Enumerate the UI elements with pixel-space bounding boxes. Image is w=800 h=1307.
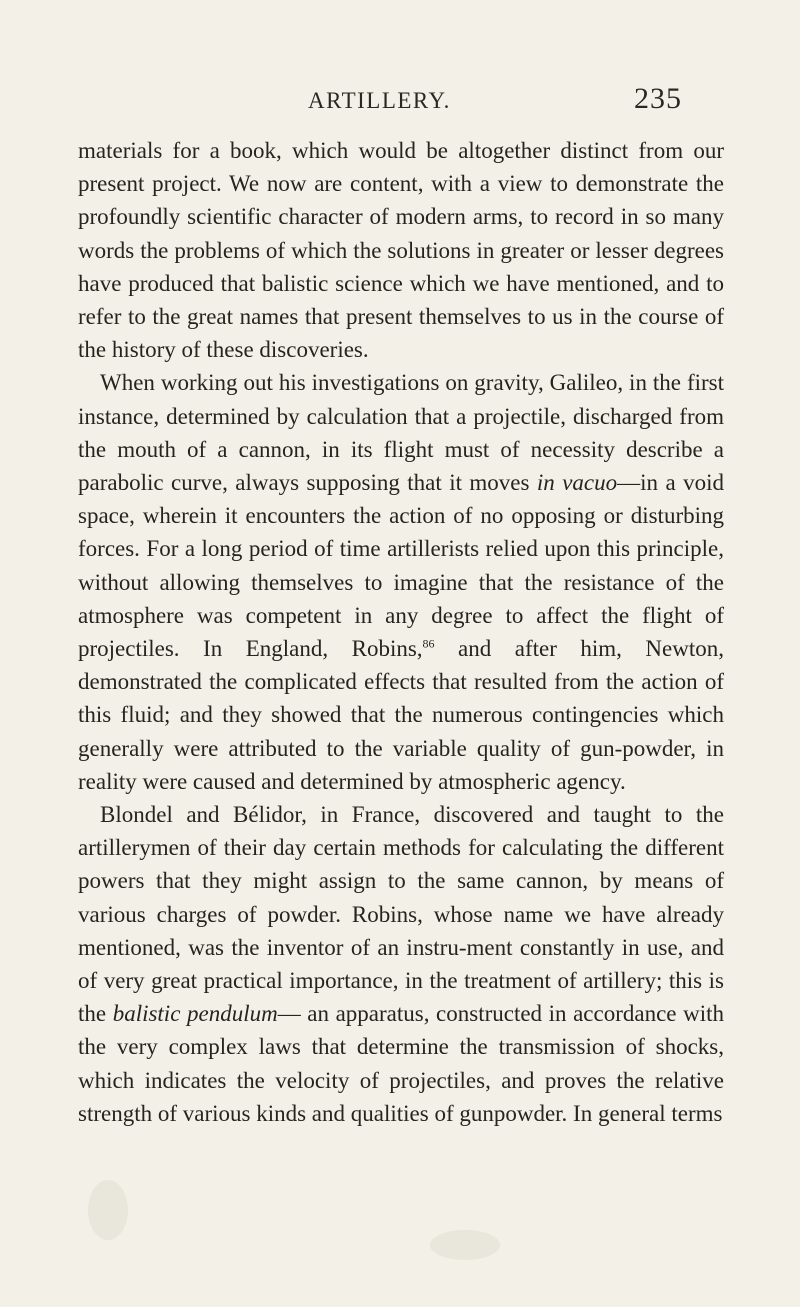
running-head [0, 82, 800, 122]
paragraph-text: and after him, Newton, demonstrated the complicated effects that resulted from the action of this fluid; and they showed that the numerous contingencies which generally were attributed to the variable quality of gun-powder, in reality were caused and determined by atmospheric agency. [78, 636, 724, 794]
paragraph-text: —in a void space, wherein it encounters the action of no opposing or disturbing forces. For a long period of time artillerists relied upon this principle, without allowing themselves to imagine that the resistance of the atmosphere was competent in any degree to affect the flight of projectiles. In England, Robins, [78, 470, 724, 662]
paragraph-text: — an apparatus, constructed in accordance with the very complex laws that determine the transmission of shocks, which indicates the velocity of projectiles, and proves the relative strength of various kinds and qualities of gunpowder. In general terms [78, 1001, 724, 1126]
paper-smudge [430, 1230, 500, 1260]
page-number: 235 [634, 82, 682, 115]
body-text [78, 134, 724, 1130]
paragraph [78, 134, 724, 366]
paragraph [78, 798, 724, 1130]
paper-smudge [88, 1180, 128, 1240]
italic-phrase: balistic pendulum [112, 1001, 278, 1027]
running-title: ARTILLERY. [308, 88, 451, 113]
paragraph-text: When working out his investigations on gravity, Galileo, in the first instance, determined by calculation that a projectile, discharged from the mouth of a cannon, in its flight must of necessity describe a parabolic curve, always supposing that it moves [78, 370, 724, 496]
paragraph [78, 366, 724, 798]
footnote-marker: 86 [422, 636, 435, 651]
paragraph-text: Blondel and Bélidor, in France, discovered and taught to the artillerymen of their day certain methods for calculating the different powers that they might assign to the same cannon, by means of various charges of powder. Robins, whose name we have already mentioned, was the inventor of an instru-ment constantly in use, and of very great practical importance, in the treatment of artillery; this is the [78, 802, 724, 1027]
italic-phrase: in vacuo [536, 470, 618, 496]
paragraph-text: materials for a book, which would be altogether distinct from our present project. We now are content, with a view to demonstrate the profoundly scientific character of modern arms, to record in so many words the problems of which the solutions in greater or lesser degrees have produced that balistic science which we have mentioned, and to refer to the great names that present themselves to us in the course of the history of these discoveries. [78, 138, 724, 363]
